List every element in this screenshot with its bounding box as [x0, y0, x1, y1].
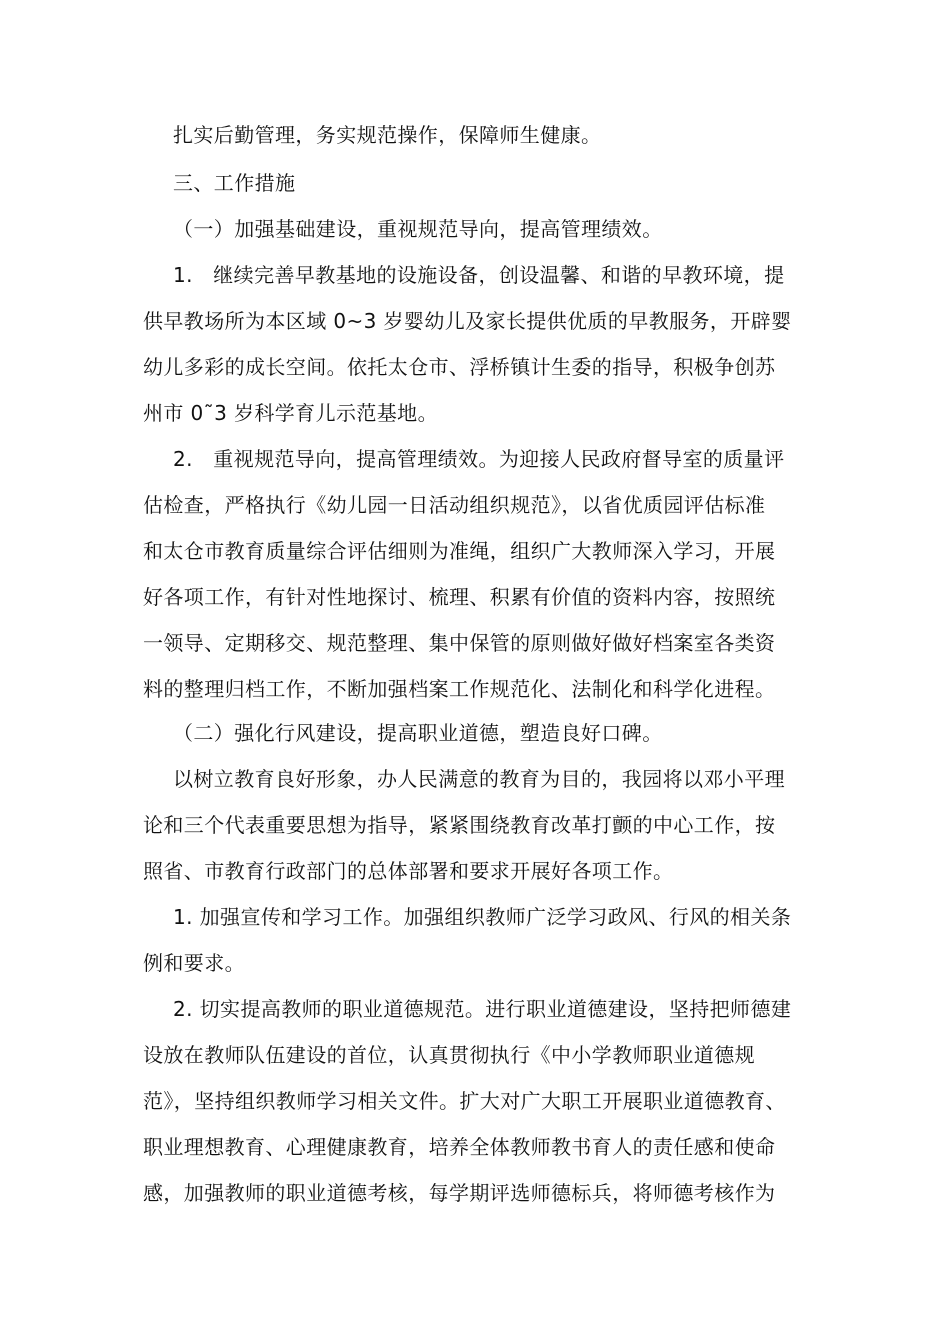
paragraph-line: 1. 继续完善早教基地的设施设备，创设温馨、和谐的早教环境，提 — [173, 263, 785, 287]
subsection-heading: （一）加强基础建设，重视规范导向，提高管理绩效。 — [173, 217, 663, 241]
paragraph-line: 感，加强教师的职业道德考核，每学期评选师德标兵，将师德考核作为 — [143, 1181, 776, 1205]
paragraph-line: 照省、市教育行政部门的总体部署和要求开展好各项工作。 — [143, 859, 674, 883]
paragraph-line: 设放在教师队伍建设的首位，认真贯彻执行《中小学教师职业道德规 — [143, 1043, 755, 1067]
paragraph-line: 估检查，严格执行《幼儿园一日活动组织规范》，以省优质园评估标准 — [143, 493, 766, 517]
paragraph-line: 2. 切实提高教师的职业道德规范。进行职业道德建设，坚持把师德建 — [173, 997, 792, 1021]
paragraph-line: 和太仓市教育质量综合评估细则为准绳，组织广大教师深入学习，开展 — [143, 539, 776, 563]
subsection-heading: （二）强化行风建设，提高职业道德，塑造良好口碑。 — [173, 721, 663, 745]
paragraph-line: 好各项工作，有针对性地探讨、梳理、积累有价值的资料内容，按照统 — [143, 585, 776, 609]
paragraph-line: 幼儿多彩的成长空间。依托太仓市、浮桥镇计生委的指导，积极争创苏 — [143, 355, 776, 379]
paragraph-line: 供早教场所为本区域 0~3 岁婴幼儿及家长提供优质的早教服务，开辟婴 — [143, 309, 792, 333]
paragraph-line: 扎实后勤管理，务实规范操作，保障师生健康。 — [173, 123, 602, 147]
paragraph-line: 料的整理归档工作，不断加强档案工作规范化、法制化和科学化进程。 — [143, 677, 776, 701]
paragraph-line: 职业理想教育、心理健康教育，培养全体教师教书育人的责任感和使命 — [143, 1135, 776, 1159]
paragraph-line: 例和要求。 — [143, 951, 245, 975]
section-heading: 三、工作措施 — [173, 171, 296, 195]
paragraph-line: 以树立教育良好形象，办人民满意的教育为目的，我园将以邓小平理 — [173, 767, 785, 791]
paragraph-line: 论和三个代表重要思想为指导，紧紧围绕教育改革打颤的中心工作，按 — [143, 813, 776, 837]
paragraph-line: 一领导、定期移交、规范整理、集中保管的原则做好做好档案室各类资 — [143, 631, 776, 655]
paragraph-line: 2. 重视规范导向，提高管理绩效。为迎接人民政府督导室的质量评 — [173, 447, 785, 471]
paragraph-line: 州市 0˜3 岁科学育儿示范基地。 — [143, 401, 438, 425]
paragraph-line: 范》，坚持组织教师学习相关文件。扩大对广大职工开展职业道德教育、 — [143, 1089, 786, 1113]
paragraph-line: 1. 加强宣传和学习工作。加强组织教师广泛学习政风、行风的相关条 — [173, 905, 792, 929]
